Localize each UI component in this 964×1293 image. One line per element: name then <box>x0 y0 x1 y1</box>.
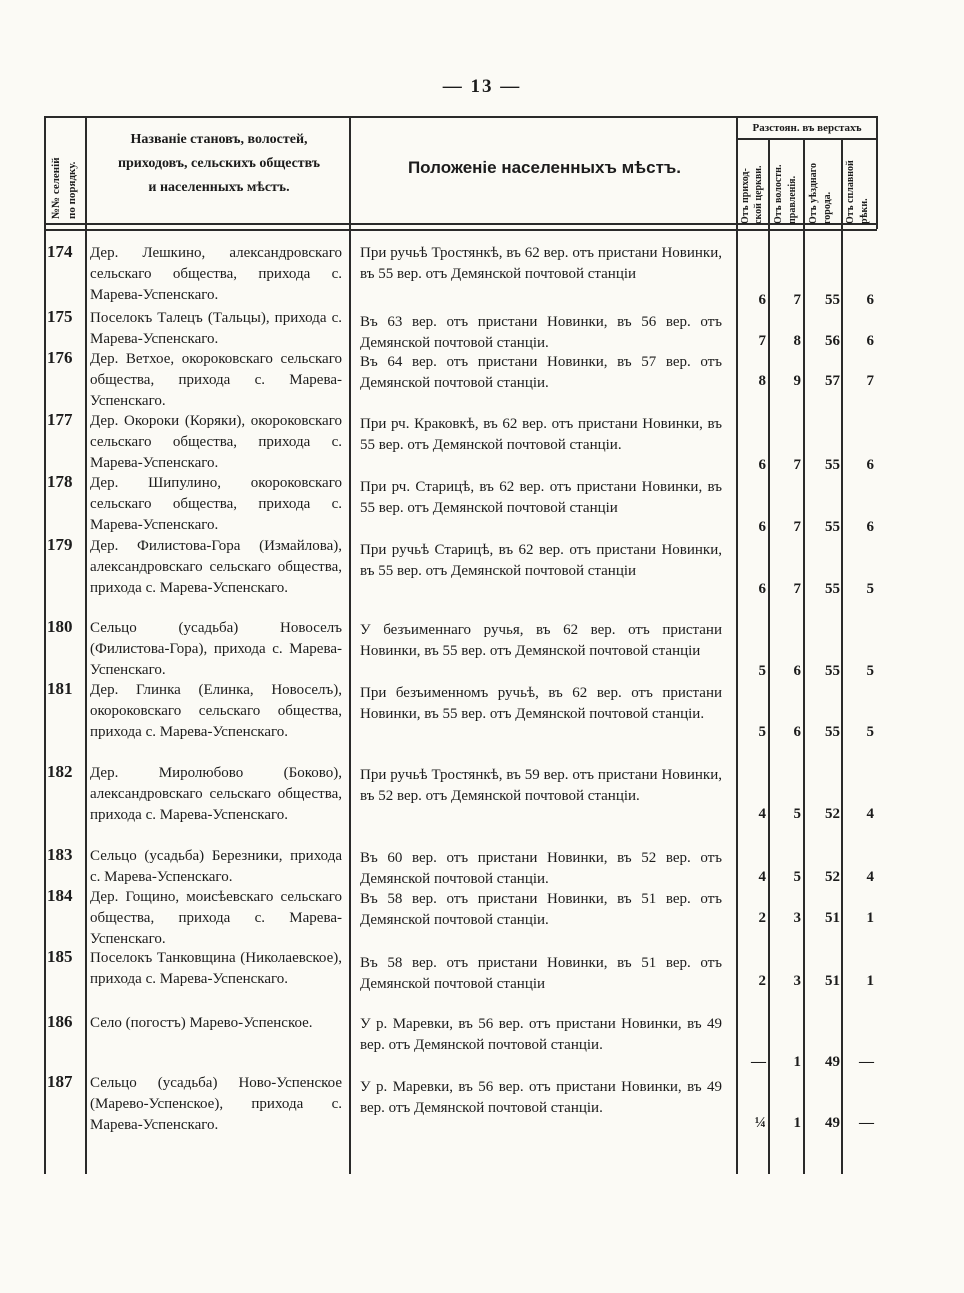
distance-town: 52 <box>825 806 840 822</box>
dist-col-town-2: города. <box>822 191 833 224</box>
settlement-position: Въ 63 вер. отъ пристани Новинки, въ 56 вер. отъ Демянской почтовой станціи. <box>360 314 722 351</box>
dist-col-river-2: рѣки. <box>859 198 870 224</box>
header-position-column: Положеніе населенныхъ мѣстъ. <box>407 158 682 177</box>
row-number: 187 <box>47 1072 73 1091</box>
header-names-line1: Названіе становъ, волостей, <box>130 132 308 147</box>
settlement-position: При рч. Краковкѣ, въ 62 вер. отъ пристани Новинки, въ 55 вер. отъ Демянской почтовой станціи. <box>360 416 722 453</box>
distance-volost: 6 <box>793 724 801 740</box>
settlement-name: Дер. Филистова-Гора (Измайлова), александровскаго сельскаго общества, прихода с. Марева-Успенскаго. <box>90 538 342 596</box>
distance-volost: 7 <box>793 457 801 473</box>
distance-volost: 8 <box>793 333 801 349</box>
settlement-position: У безъименнаго ручья, въ 62 вер. отъ пристани Новинки, въ 55 вер. отъ Демянской почтовой станціи <box>360 622 722 659</box>
distance-river: 5 <box>866 724 874 740</box>
row-number: 180 <box>47 617 73 636</box>
header-names-column <box>90 128 348 200</box>
settlement-name: Поселокъ Талецъ (Тальцы), прихода с. Марева-Успенскаго. <box>90 310 342 347</box>
distance-town: 51 <box>825 910 840 926</box>
settlement-name: Дер. Глинка (Елинка, Новоселъ), окороковскаго сельскаго общества, прихода с. Марева-Успенскаго. <box>90 682 342 740</box>
settlement-position: При рч. Старицѣ, въ 62 вер. отъ пристани Новинки, въ 55 вер. отъ Демянской почтовой станціи <box>360 479 722 516</box>
row-number: 179 <box>47 535 73 554</box>
header-number-line2: по порядку. <box>66 161 78 219</box>
distance-church: 4 <box>758 869 766 885</box>
settlement-name: Дер. Ветхое, окороковскаго сельскаго общества, прихода с. Марева-Успенскаго. <box>90 351 342 409</box>
distance-river: 6 <box>866 333 874 349</box>
settlement-position: При ручьѣ Тростянкѣ, въ 62 вер. отъ пристани Новинки, въ 55 вер. отъ Демянской почтовой станціи <box>360 245 722 282</box>
header-distance-title: Разстоян. въ верстахъ <box>752 122 862 134</box>
distance-town: 55 <box>825 292 840 308</box>
distance-church: 5 <box>758 724 766 740</box>
settlement-position: Въ 64 вер. отъ пристани Новинки, въ 57 вер. отъ Демянской почтовой станціи. <box>360 354 722 391</box>
distance-volost: 7 <box>793 292 801 308</box>
header-names-line3: и населенныхъ мѣстъ. <box>148 180 290 195</box>
distance-volost: 7 <box>793 581 801 597</box>
settlement-name: Дер. Шипулино, окороковскаго сельскаго общества, прихода с. Марева-Успенскаго. <box>90 475 342 533</box>
row-number: 182 <box>47 762 73 781</box>
row-number: 185 <box>47 947 73 966</box>
distance-town: 55 <box>825 724 840 740</box>
distance-volost: 9 <box>793 373 801 389</box>
distance-volost: 5 <box>793 806 801 822</box>
distance-river: 5 <box>866 663 874 679</box>
distance-town: 55 <box>825 519 840 535</box>
row-number: 177 <box>47 410 73 429</box>
distance-church: 8 <box>758 373 766 389</box>
distance-town: 55 <box>825 457 840 473</box>
distance-church: 6 <box>758 519 766 535</box>
settlement-name: Село (погостъ) Марево-Успенское. <box>90 1015 313 1031</box>
distance-river: 1 <box>866 910 874 926</box>
header-number-line1: №№ селеній <box>50 157 62 219</box>
settlement-position: При ручьѣ Тростянкѣ, въ 59 вер. отъ пристани Новинки, въ 52 вер. отъ Демянской почтовой станціи. <box>360 767 722 804</box>
distance-river: 5 <box>866 581 874 597</box>
row-number: 181 <box>47 679 73 698</box>
distance-river: 4 <box>866 869 874 885</box>
distance-volost: 6 <box>793 663 801 679</box>
settlement-position: Въ 60 вер. отъ пристани Новинки, въ 52 вер. отъ Демянской почтовой станціи. <box>360 850 722 887</box>
header-names-line2: приходовъ, сельскихъ обществъ <box>117 156 321 171</box>
distance-church: 4 <box>758 806 766 822</box>
distance-volost: 1 <box>793 1054 801 1070</box>
settlement-position: Въ 58 вер. отъ пристани Новинки, въ 51 вер. отъ Демянской почтовой станціи. <box>360 891 722 928</box>
settlement-position: Въ 58 вер. отъ пристани Новинки, въ 51 вер. отъ Демянской почтовой станціи <box>360 955 722 992</box>
settlement-name: Дер. Окороки (Коряки), окороковскаго сельскаго общества, прихода с. Марева-Успенскаго. <box>90 413 342 471</box>
settlement-name: Дер. Лешкино, александровскаго сельскаго общества, прихода с. Марева-Успенскаго. <box>90 245 342 303</box>
distance-church: 6 <box>758 457 766 473</box>
distance-river: 6 <box>866 292 874 308</box>
row-number: 174 <box>47 242 73 261</box>
dist-col-volost-2: правленія. <box>787 175 798 224</box>
distance-volost: 5 <box>793 869 801 885</box>
distance-volost: 3 <box>793 910 801 926</box>
distance-town: 56 <box>825 333 840 349</box>
distance-town: 55 <box>825 663 840 679</box>
settlement-position: При безъименномъ ручьѣ, въ 62 вер. отъ пристани Новинки, въ 55 вер. отъ Демянской почтовой станціи. <box>360 685 722 722</box>
row-number: 176 <box>47 348 73 367</box>
distance-church: 6 <box>758 292 766 308</box>
dist-col-church-2: ской церкви. <box>753 165 764 224</box>
distance-church: ¼ <box>754 1115 766 1131</box>
row-number: 178 <box>47 472 73 491</box>
distance-river: 7 <box>866 373 874 389</box>
distance-town: 57 <box>825 373 840 389</box>
distance-river: 6 <box>866 457 874 473</box>
distance-church: 5 <box>758 663 766 679</box>
distance-church: 2 <box>758 910 766 926</box>
distance-river: — <box>859 1054 874 1070</box>
dist-col-church-1: Отъ приход- <box>740 168 751 224</box>
settlement-name: Поселокъ Танковщина (Николаевское), прихода с. Марева-Успенскаго. <box>90 950 342 987</box>
settlement-name: Сельцо (усадьба) Ново-Успенское (Марево-Успенское), прихода с. Марева-Успенскаго. <box>90 1075 342 1133</box>
settlement-name: Дер. Миролюбово (Боково), александровскаго сельскаго общества, прихода с. Марева-Успенскаго. <box>90 765 342 823</box>
row-number: 186 <box>47 1012 73 1031</box>
dist-col-river-1: Отъ сплавной <box>845 160 856 224</box>
page-number: — 13 — <box>442 76 522 97</box>
distance-town: 51 <box>825 973 840 989</box>
distance-river: 6 <box>866 519 874 535</box>
settlement-position: У р. Маревки, въ 56 вер. отъ пристани Новинки, въ 49 вер. отъ Демянской почтовой станціи. <box>360 1079 722 1116</box>
distance-river: 1 <box>866 973 874 989</box>
distance-town: 49 <box>825 1054 840 1070</box>
settlement-name: Дер. Гощино, моисѣевскаго сельскаго общества, прихода с. Марева-Успенскаго. <box>90 889 342 947</box>
distance-town: 52 <box>825 869 840 885</box>
distance-volost: 3 <box>793 973 801 989</box>
row-number: 175 <box>47 307 73 326</box>
distance-town: 55 <box>825 581 840 597</box>
row-number: 184 <box>47 886 73 905</box>
distance-church: 7 <box>758 333 766 349</box>
header-number-column <box>48 127 82 222</box>
distance-town: 49 <box>825 1115 840 1131</box>
dist-col-volost-1: Отъ волостн. <box>773 164 784 224</box>
distance-river: — <box>859 1115 874 1131</box>
settlement-name: Сельцо (усадьба) Березники, прихода с. Марева-Успенскаго. <box>90 848 342 885</box>
distance-volost: 1 <box>793 1115 801 1131</box>
distance-volost: 7 <box>793 519 801 535</box>
row-number: 183 <box>47 845 73 864</box>
distance-river: 4 <box>866 806 874 822</box>
distance-church: 2 <box>758 973 766 989</box>
distance-church: 6 <box>758 581 766 597</box>
settlement-position: При ручьѣ Старицѣ, въ 62 вер. отъ пристани Новинки, въ 55 вер. отъ Демянской почтовой станціи <box>360 542 722 579</box>
dist-col-town-1: Отъ уѣзднаго <box>808 163 819 224</box>
settlement-name: Сельцо (усадьба) Новоселъ (Филистова-Гора), прихода с. Марева-Успенскаго. <box>90 620 342 678</box>
settlement-position: У р. Маревки, въ 56 вер. отъ пристани Новинки, въ 49 вер. отъ Демянской почтовой станціи. <box>360 1016 722 1053</box>
distance-church: — <box>751 1054 766 1070</box>
